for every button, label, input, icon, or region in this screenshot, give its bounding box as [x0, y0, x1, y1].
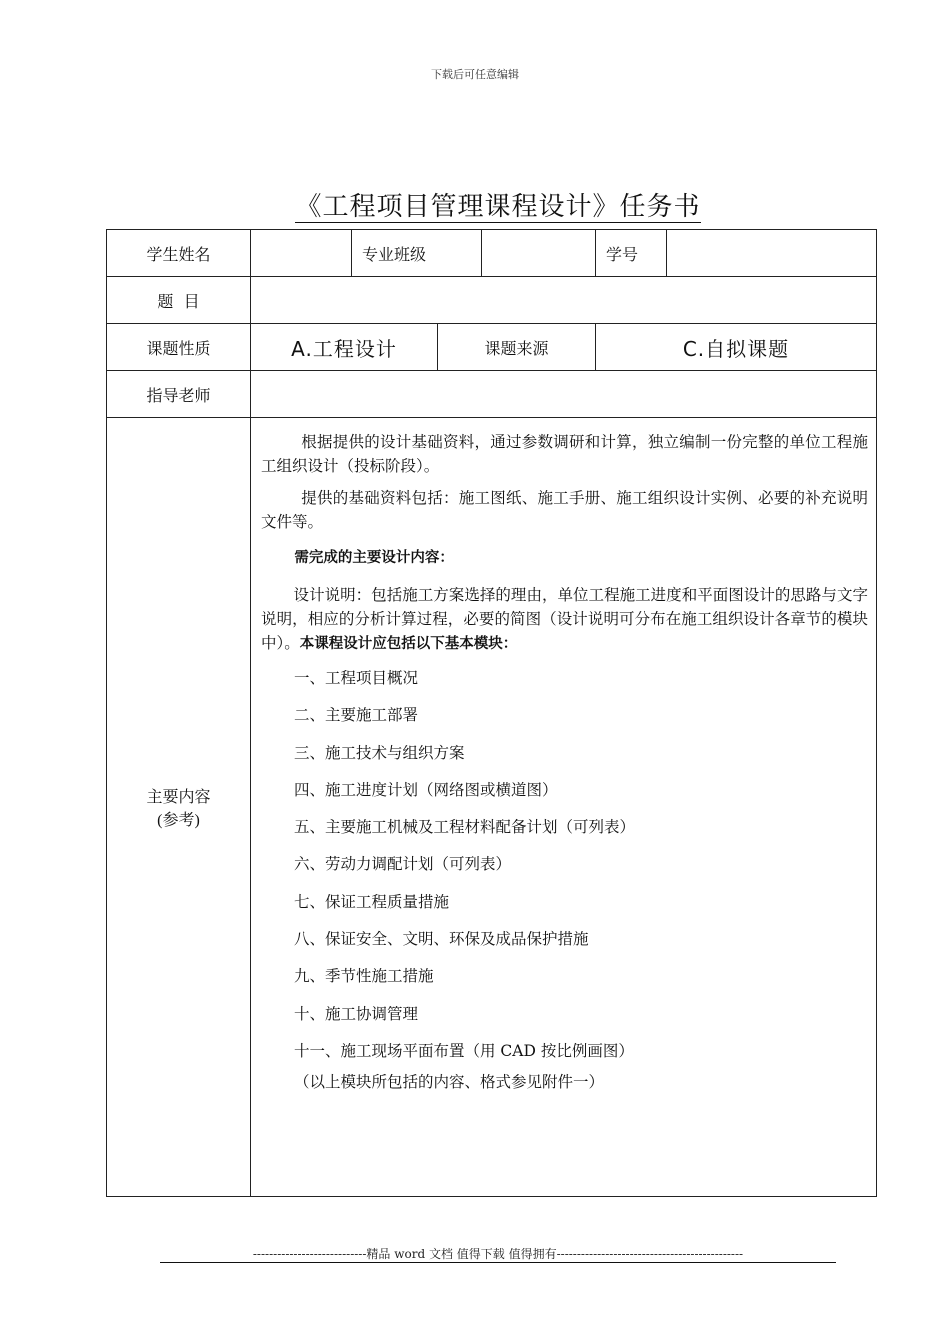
module-item: 二、主要施工部署 [294, 706, 419, 725]
module-item: 十、施工协调管理 [294, 1004, 419, 1023]
main-content-sub-label: (参考) [157, 812, 200, 829]
module-item: 三、施工技术与组织方案 [294, 743, 465, 762]
topic-field[interactable] [250, 276, 877, 324]
task-form-table [106, 229, 877, 1197]
title-text: 《工程项目管理课程设计》任务书 [295, 192, 701, 222]
main-content-cell [250, 417, 877, 1197]
paragraph-design-notes [261, 583, 868, 656]
nature-value: A.工程设计 [250, 323, 438, 371]
student-id-label: 学号 [595, 229, 667, 277]
module-item: 七、保证工程质量措施 [294, 892, 450, 911]
main-content-label-cell [106, 417, 251, 1197]
nature-label: 课题性质 [106, 323, 251, 371]
class-field[interactable] [481, 229, 596, 277]
class-label: 专业班级 [351, 229, 482, 277]
advisor-field[interactable] [250, 370, 877, 418]
design-notes-text: 设计说明：包括施工方案选择的理由，单位工程施工进度和平面图设计的思路与文字说明，相应的分析计算过程，必要的简图（设计说明可分布在施工组织设计各章节的模块中）。 [261, 586, 868, 652]
student-id-field[interactable] [666, 229, 877, 277]
module-item: 十一、施工现场平面布置（用 CAD 按比例画图） [294, 1041, 634, 1060]
module-item: 五、主要施工机械及工程材料配备计划（可列表） [294, 818, 636, 837]
module-item: 六、劳动力调配计划（可列表） [294, 855, 512, 874]
student-name-label: 学生姓名 [106, 229, 251, 277]
module-list [261, 666, 868, 1076]
module-item: 八、保证安全、文明、环保及成品保护措施 [294, 930, 589, 949]
design-notes-bold: 本课程设计应包括以下基本模块： [299, 636, 518, 652]
module-item: 一、工程项目概况 [294, 669, 419, 687]
section-heading: 需完成的主要设计内容： [294, 550, 454, 566]
main-content-label: 主要内容 [146, 787, 211, 806]
module-item: 九、季节性施工措施 [294, 967, 434, 986]
main-content-body [251, 418, 876, 1094]
paragraph-materials: 提供的基础资料包括：施工图纸、施工手册、施工组织设计实例、必要的补充说明文件等。 [261, 489, 868, 531]
source-value: C.自拟课题 [595, 323, 877, 371]
topic-label: 题 目 [106, 276, 251, 324]
footer-rule [160, 1262, 836, 1263]
header-note: 下载后可任意编辑 [431, 68, 519, 81]
student-name-field[interactable] [250, 229, 352, 277]
module-note: （以上模块所包括的内容、格式参见附件一） [294, 1073, 605, 1092]
module-item: 四、施工进度计划（网络图或横道图） [294, 780, 558, 799]
source-label: 课题来源 [437, 323, 596, 371]
footer-text: ----------------------------精品 word 文档 值得下载 值得拥有---------------------------------------------- [252, 1247, 744, 1261]
document-title [0, 186, 950, 223]
paragraph-intro: 根据提供的设计基础资料，通过参数调研和计算，独立编制一份完整的单位工程施工组织设计（投标阶段）。 [261, 433, 868, 475]
advisor-label: 指导老师 [106, 370, 251, 418]
